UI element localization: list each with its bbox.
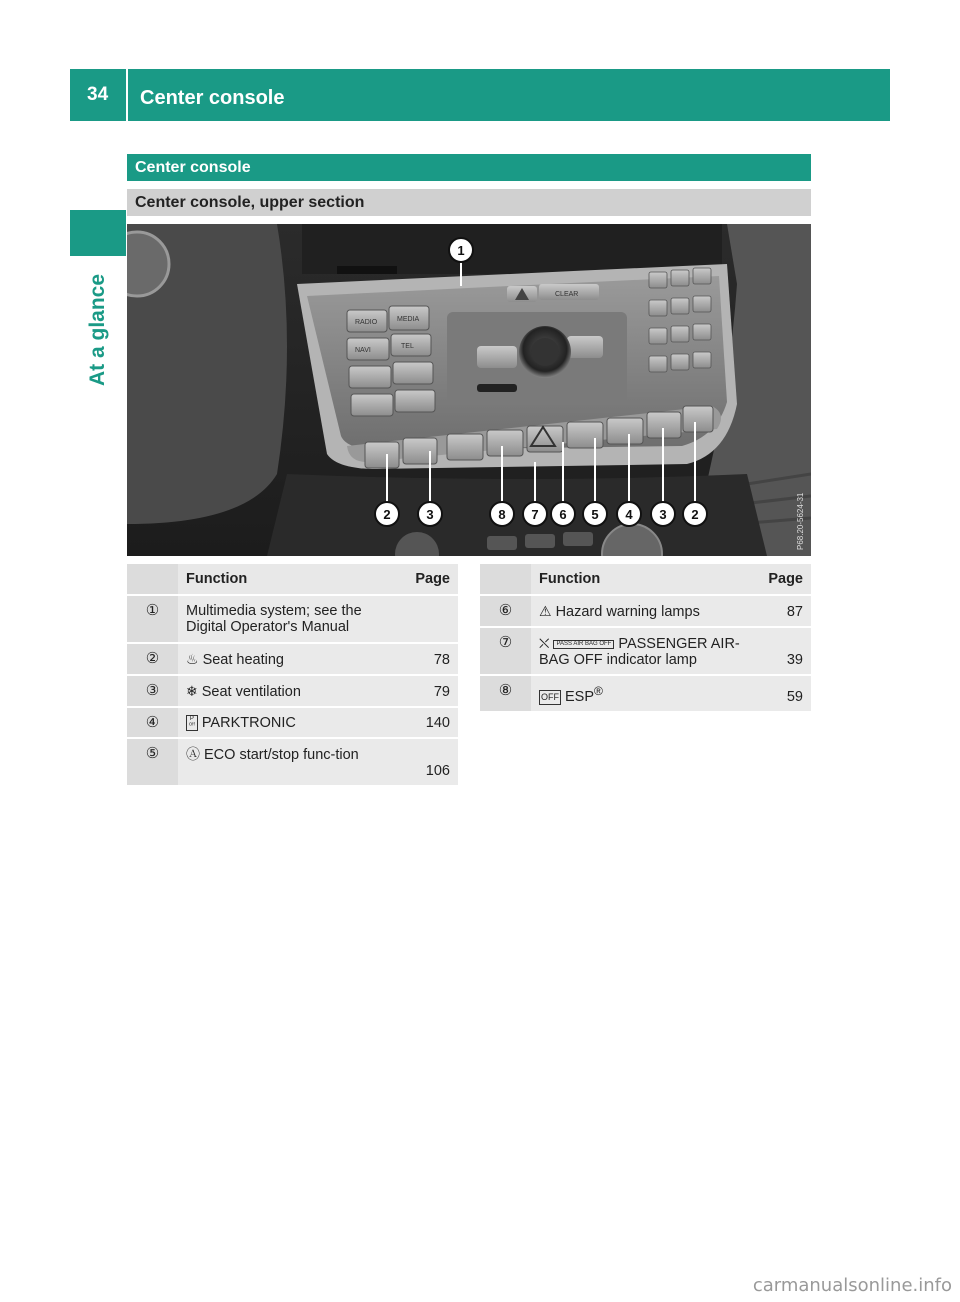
svg-text:2: 2 xyxy=(383,507,391,522)
svg-text:8: 8 xyxy=(498,507,506,522)
row-function xyxy=(178,676,398,708)
row-function xyxy=(178,596,398,644)
table-header-row xyxy=(127,564,458,596)
callout-2-right xyxy=(683,502,707,526)
watermark: carmanualsonline.info xyxy=(752,1275,952,1296)
table-header-row xyxy=(480,564,811,596)
header-function: Function xyxy=(531,564,756,596)
photo-ref-code: P68.20-5624-31 xyxy=(796,492,805,550)
row-page: 39 xyxy=(756,628,811,676)
header-function: Function xyxy=(178,564,398,596)
page-number: 34 xyxy=(87,84,109,105)
row-text: PASSENGER AIR-BAG OFF indicator lamp xyxy=(539,636,740,668)
row-num: ⑦ xyxy=(480,628,531,676)
row-num: ② xyxy=(127,644,178,676)
seat-ventilation-icon: ❄ xyxy=(186,683,198,699)
row-function xyxy=(178,644,398,676)
svg-text:7: 7 xyxy=(531,507,539,522)
row-page: 79 xyxy=(398,676,458,708)
header-num xyxy=(127,564,178,596)
svg-text:3: 3 xyxy=(426,507,434,522)
callout-3-right xyxy=(651,502,675,526)
row-num: ⑥ xyxy=(480,596,531,628)
callout-3-left xyxy=(418,502,442,526)
row-page: 106 xyxy=(398,739,458,787)
header-page: Page xyxy=(756,564,811,596)
row-text: ESP xyxy=(565,688,595,705)
row-text: PARKTRONIC xyxy=(201,715,296,731)
table-row xyxy=(480,628,811,676)
eco-start-stop-icon: Ⓐ xyxy=(186,746,200,763)
seat-heating-icon: ♨ xyxy=(186,651,199,667)
photo-btn-clear: CLEAR xyxy=(555,291,579,298)
photo-btn-navi: NAVI xyxy=(355,347,371,354)
svg-text:5: 5 xyxy=(591,507,599,522)
sidebar-label: At a glance xyxy=(86,273,109,386)
row-function xyxy=(178,708,398,739)
header-divider xyxy=(126,69,128,121)
callout-7 xyxy=(523,502,547,526)
row-text: Seat ventilation xyxy=(201,684,301,700)
airbag-seat-icon: ⛌ xyxy=(539,635,550,651)
console-illustration xyxy=(127,224,811,556)
table-row xyxy=(127,739,458,787)
parktronic-off-icon: P ᴼᶠᶠ xyxy=(186,715,198,731)
table-row xyxy=(480,596,811,628)
row-function xyxy=(531,596,756,628)
callout-2-left xyxy=(375,502,399,526)
table-row xyxy=(480,676,811,713)
hazard-warning-icon: ⚠ xyxy=(539,603,552,619)
passenger-airbag-off-icon: PASS AIR BAG OFF xyxy=(553,640,614,649)
photo-btn-radio: RADIO xyxy=(355,319,378,326)
svg-text:1: 1 xyxy=(457,243,465,258)
row-page: 59 xyxy=(756,676,811,713)
row-function xyxy=(178,739,398,787)
photo-btn-media: MEDIA xyxy=(397,316,420,323)
svg-text:2: 2 xyxy=(691,507,699,522)
svg-text:3: 3 xyxy=(659,507,667,522)
row-function xyxy=(531,676,756,713)
function-table-right xyxy=(480,564,811,713)
section-title: Center console xyxy=(127,154,811,181)
header-num xyxy=(480,564,531,596)
row-text: Hazard warning lamps xyxy=(555,604,700,620)
row-text: Seat heating xyxy=(202,652,284,668)
row-function xyxy=(531,628,756,676)
row-page: 87 xyxy=(756,596,811,628)
esp-off-icon: OFF xyxy=(539,690,561,705)
photo-btn-tel: TEL xyxy=(401,343,414,350)
callout-6 xyxy=(551,502,575,526)
center-console-photo xyxy=(127,224,811,556)
callout-8 xyxy=(490,502,514,526)
callout-5 xyxy=(583,502,607,526)
row-num: ⑧ xyxy=(480,676,531,713)
row-num: ① xyxy=(127,596,178,644)
table-row xyxy=(127,708,458,739)
row-page: 78 xyxy=(398,644,458,676)
row-text: ECO start/stop func-tion xyxy=(204,747,359,764)
row-text: Multimedia system; see the Digital Operator's Manual xyxy=(186,603,362,635)
header-title: Center console xyxy=(140,87,285,109)
callout-4 xyxy=(617,502,641,526)
table-row xyxy=(127,596,458,644)
section-subtitle: Center console, upper section xyxy=(127,189,811,216)
registered-mark: ® xyxy=(594,684,603,698)
svg-text:6: 6 xyxy=(559,507,567,522)
row-page xyxy=(398,596,458,644)
svg-text:4: 4 xyxy=(625,507,633,522)
table-row xyxy=(127,676,458,708)
row-num: ③ xyxy=(127,676,178,708)
callout-1 xyxy=(449,238,473,262)
table-row xyxy=(127,644,458,676)
function-table-left xyxy=(127,564,458,787)
row-num: ⑤ xyxy=(127,739,178,787)
row-page: 140 xyxy=(398,708,458,739)
row-num: ④ xyxy=(127,708,178,739)
header-page: Page xyxy=(398,564,458,596)
